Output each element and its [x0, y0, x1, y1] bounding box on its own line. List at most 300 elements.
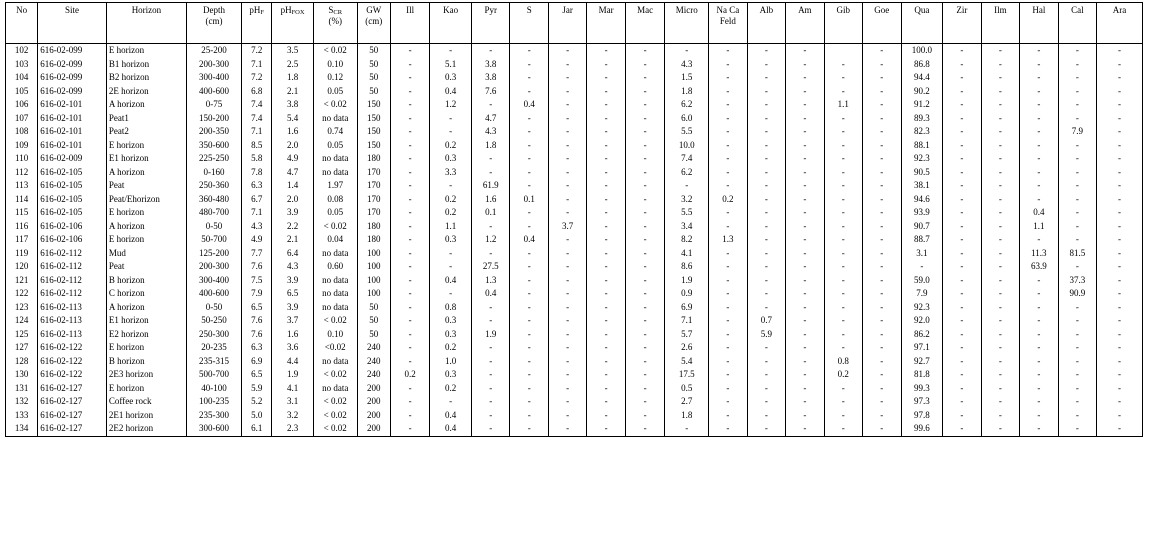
table-cell: 1.97 — [313, 179, 357, 193]
table-cell: < 0.02 — [313, 422, 357, 436]
table-cell: - — [981, 395, 1019, 409]
table-cell: 99.3 — [901, 382, 943, 396]
table-row — [6, 85, 1143, 99]
table-cell: - — [587, 112, 625, 126]
column-header — [587, 3, 625, 44]
table-cell: - — [943, 382, 981, 396]
table-cell: - — [587, 422, 625, 436]
table-row — [6, 341, 1143, 355]
table-cell: 92.3 — [901, 152, 943, 166]
table-cell: 400-600 — [186, 287, 241, 301]
table-cell: 7.7 — [242, 247, 272, 261]
table-cell: - — [709, 98, 747, 112]
table-cell: - — [786, 409, 824, 423]
column-header-label: Alb — [759, 5, 774, 15]
table-cell: - — [548, 58, 586, 72]
table-cell: - — [863, 287, 901, 301]
table-cell: - — [824, 395, 862, 409]
table-cell: 97.8 — [901, 409, 943, 423]
table-cell: 2.2 — [272, 220, 314, 234]
table-cell: 106 — [6, 98, 38, 112]
table-cell: 4.1 — [665, 247, 709, 261]
table-cell: - — [430, 125, 472, 139]
table-cell: no data — [313, 301, 357, 315]
table-cell: 7.9 — [901, 287, 943, 301]
table-cell: - — [1097, 422, 1143, 436]
table-row — [6, 58, 1143, 72]
table-cell: - — [510, 179, 548, 193]
column-header — [625, 3, 665, 44]
table-cell: - — [943, 206, 981, 220]
table-cell: - — [471, 422, 509, 436]
table-cell: - — [1058, 395, 1096, 409]
table-cell: - — [430, 44, 472, 58]
table-cell: - — [747, 58, 785, 72]
table-cell: Peat1 — [106, 112, 186, 126]
table-cell: - — [625, 301, 665, 315]
table-row — [6, 125, 1143, 139]
table-cell: - — [625, 382, 665, 396]
table-cell: 4.9 — [242, 233, 272, 247]
table-cell: 616-02-101 — [38, 98, 107, 112]
table-cell: C horizon — [106, 287, 186, 301]
table-row — [6, 247, 1143, 261]
column-header — [943, 3, 981, 44]
table-cell: E horizon — [106, 341, 186, 355]
table-cell: 616-02-113 — [38, 314, 107, 328]
table-cell: - — [786, 206, 824, 220]
table-cell: - — [824, 328, 862, 342]
column-header — [510, 3, 548, 44]
table-cell: 17.5 — [665, 368, 709, 382]
table-cell: 2.0 — [272, 139, 314, 153]
table-cell: - — [747, 395, 785, 409]
table-cell: - — [587, 166, 625, 180]
table-cell: E1 horizon — [106, 152, 186, 166]
table-cell: 0.4 — [430, 409, 472, 423]
column-header-label: Micro — [675, 5, 698, 15]
table-cell: 616-02-122 — [38, 368, 107, 382]
document-page — [5, 2, 1143, 437]
table-cell: - — [786, 44, 824, 58]
column-header — [313, 3, 357, 44]
table-cell: - — [863, 44, 901, 58]
table-cell: - — [824, 409, 862, 423]
table-cell: - — [1020, 85, 1058, 99]
table-cell: E horizon — [106, 233, 186, 247]
table-cell: 616-02-009 — [38, 152, 107, 166]
table-row — [6, 409, 1143, 423]
table-cell: - — [625, 314, 665, 328]
table-cell: 108 — [6, 125, 38, 139]
table-cell: - — [390, 395, 430, 409]
table-row — [6, 152, 1143, 166]
table-cell: - — [1097, 382, 1143, 396]
table-cell: 6.1 — [242, 422, 272, 436]
table-cell: - — [1058, 44, 1096, 58]
table-cell: 7.6 — [242, 328, 272, 342]
table-cell: 0.2 — [430, 341, 472, 355]
table-cell: - — [981, 328, 1019, 342]
table-cell: - — [943, 112, 981, 126]
table-cell: no data — [313, 382, 357, 396]
column-header — [747, 3, 785, 44]
table-cell: - — [587, 206, 625, 220]
column-header-label: Am — [798, 5, 812, 15]
table-cell: - — [510, 206, 548, 220]
table-cell: 616-02-099 — [38, 71, 107, 85]
table-cell: - — [709, 125, 747, 139]
table-cell: 50-250 — [186, 314, 241, 328]
table-cell: - — [510, 409, 548, 423]
column-header-label: S — [328, 5, 334, 15]
table-cell: 6.2 — [665, 166, 709, 180]
table-cell: 616-02-105 — [38, 193, 107, 207]
table-cell: - — [625, 395, 665, 409]
table-cell: - — [548, 233, 586, 247]
table-row — [6, 193, 1143, 207]
table-cell: 7.1 — [242, 125, 272, 139]
table-cell: - — [625, 355, 665, 369]
table-cell: 616-02-127 — [38, 395, 107, 409]
table-row — [6, 206, 1143, 220]
table-cell: - — [786, 341, 824, 355]
table-cell: - — [510, 112, 548, 126]
table-cell: 7.1 — [242, 58, 272, 72]
table-cell: 61.9 — [471, 179, 509, 193]
table-cell: 150-200 — [186, 112, 241, 126]
table-cell: - — [709, 328, 747, 342]
table-cell: 7.4 — [242, 98, 272, 112]
table-cell: 25-200 — [186, 44, 241, 58]
table-cell: - — [1020, 314, 1058, 328]
table-cell: - — [863, 422, 901, 436]
table-cell: - — [863, 301, 901, 315]
table-cell: 1.5 — [665, 71, 709, 85]
table-cell: - — [1020, 139, 1058, 153]
table-cell: 2E3 horizon — [106, 368, 186, 382]
table-cell: - — [625, 422, 665, 436]
table-cell: - — [625, 260, 665, 274]
table-cell: - — [587, 139, 625, 153]
table-cell: 1.0 — [430, 355, 472, 369]
table-cell: - — [981, 98, 1019, 112]
table-cell: - — [390, 301, 430, 315]
table-cell: - — [824, 301, 862, 315]
table-cell: 6.5 — [272, 287, 314, 301]
table-cell: 0.1 — [471, 206, 509, 220]
table-cell: 90.2 — [901, 85, 943, 99]
table-cell: 4.3 — [272, 260, 314, 274]
table-cell: - — [1058, 85, 1096, 99]
table-cell: - — [1058, 206, 1096, 220]
table-cell: - — [824, 206, 862, 220]
table-cell: - — [587, 355, 625, 369]
table-cell: - — [824, 422, 862, 436]
table-cell: - — [747, 220, 785, 234]
table-cell: 180 — [357, 152, 390, 166]
table-cell: 50 — [357, 314, 390, 328]
table-cell: - — [943, 301, 981, 315]
table-cell: - — [943, 314, 981, 328]
table-cell: 90.7 — [901, 220, 943, 234]
table-cell: 7.9 — [1058, 125, 1096, 139]
table-cell: - — [981, 206, 1019, 220]
table-cell: no data — [313, 274, 357, 288]
table-cell: - — [981, 193, 1019, 207]
table-cell: - — [786, 274, 824, 288]
table-cell: - — [786, 125, 824, 139]
table-cell: 6.3 — [242, 341, 272, 355]
table-cell: 40-100 — [186, 382, 241, 396]
table-cell: - — [1097, 260, 1143, 274]
table-cell: E horizon — [106, 139, 186, 153]
table-cell: 100-235 — [186, 395, 241, 409]
table-cell: 240 — [357, 341, 390, 355]
table-cell: E horizon — [106, 382, 186, 396]
table-cell: 616-02-106 — [38, 220, 107, 234]
table-cell: 200 — [357, 382, 390, 396]
table-cell: - — [390, 287, 430, 301]
table-cell: 1.4 — [272, 179, 314, 193]
table-cell: - — [786, 193, 824, 207]
column-header — [186, 3, 241, 44]
table-cell: - — [863, 179, 901, 193]
table-cell: 5.0 — [242, 409, 272, 423]
table-row — [6, 98, 1143, 112]
table-cell: 102 — [6, 44, 38, 58]
table-cell: - — [747, 152, 785, 166]
table-cell: - — [1058, 71, 1096, 85]
table-cell: - — [981, 382, 1019, 396]
table-cell: - — [1097, 112, 1143, 126]
table-cell: - — [390, 409, 430, 423]
table-cell: 0.10 — [313, 58, 357, 72]
table-cell: 1.1 — [1020, 220, 1058, 234]
table-cell: 0.3 — [430, 71, 472, 85]
table-cell: 616-02-099 — [38, 58, 107, 72]
table-cell: 1.1 — [430, 220, 472, 234]
table-cell: - — [1097, 247, 1143, 261]
table-cell: 616-02-101 — [38, 139, 107, 153]
table-cell: - — [981, 125, 1019, 139]
table-cell: - — [390, 206, 430, 220]
table-cell: - — [1058, 152, 1096, 166]
table-cell: - — [709, 58, 747, 72]
table-cell: - — [747, 260, 785, 274]
table-cell: - — [863, 233, 901, 247]
table-cell: - — [824, 341, 862, 355]
table-cell: - — [981, 274, 1019, 288]
table-cell: 0.05 — [313, 85, 357, 99]
table-cell: - — [548, 422, 586, 436]
table-cell: - — [709, 368, 747, 382]
table-cell: 0.2 — [824, 368, 862, 382]
table-cell: 500-700 — [186, 368, 241, 382]
table-cell: 150 — [357, 112, 390, 126]
table-cell: - — [1097, 166, 1143, 180]
table-cell: - — [1020, 58, 1058, 72]
column-header-label: Gib — [836, 5, 851, 15]
table-cell: - — [863, 368, 901, 382]
table-cell: 480-700 — [186, 206, 241, 220]
table-cell: - — [1097, 328, 1143, 342]
table-cell: - — [1097, 314, 1143, 328]
table-cell: - — [510, 355, 548, 369]
table-cell: Peat — [106, 260, 186, 274]
table-cell: - — [747, 341, 785, 355]
table-cell: - — [1058, 58, 1096, 72]
table-cell: - — [548, 368, 586, 382]
table-cell: 616-02-105 — [38, 179, 107, 193]
table-cell: - — [471, 301, 509, 315]
table-cell: - — [1020, 355, 1058, 369]
column-header-label: No — [16, 5, 28, 15]
table-cell: - — [390, 166, 430, 180]
table-cell: - — [587, 274, 625, 288]
table-row — [6, 301, 1143, 315]
table-cell: - — [709, 152, 747, 166]
table-cell: - — [863, 355, 901, 369]
table-cell: 0.10 — [313, 328, 357, 342]
table-cell: - — [709, 355, 747, 369]
table-cell: - — [786, 98, 824, 112]
table-cell: - — [510, 395, 548, 409]
table-cell: - — [863, 98, 901, 112]
column-header-subscript: F — [260, 9, 264, 16]
table-cell: 616-02-127 — [38, 409, 107, 423]
column-header-label: Ilm — [994, 5, 1007, 15]
table-cell: 117 — [6, 233, 38, 247]
table-cell: 0.3 — [430, 368, 472, 382]
table-cell: - — [1020, 152, 1058, 166]
table-cell: - — [1058, 368, 1096, 382]
table-cell: 616-02-112 — [38, 287, 107, 301]
table-cell: - — [863, 382, 901, 396]
table-cell: 88.7 — [901, 233, 943, 247]
table-cell: - — [1058, 220, 1096, 234]
column-header — [38, 3, 107, 44]
table-cell: 88.1 — [901, 139, 943, 153]
table-cell: - — [548, 274, 586, 288]
table-cell: <0.02 — [313, 341, 357, 355]
table-cell: 7.6 — [242, 260, 272, 274]
table-cell: 128 — [6, 355, 38, 369]
table-cell: - — [747, 193, 785, 207]
table-cell: - — [390, 44, 430, 58]
table-cell: 170 — [357, 166, 390, 180]
table-cell: - — [786, 314, 824, 328]
table-cell: - — [625, 152, 665, 166]
table-cell: 4.7 — [272, 166, 314, 180]
table-cell: 7.8 — [242, 166, 272, 180]
table-cell: 132 — [6, 395, 38, 409]
table-cell: - — [587, 193, 625, 207]
table-header — [6, 3, 1143, 44]
table-cell: - — [587, 58, 625, 72]
table-cell: - — [587, 98, 625, 112]
table-cell: no data — [313, 287, 357, 301]
table-cell: < 0.02 — [313, 314, 357, 328]
table-cell: 104 — [6, 71, 38, 85]
table-cell: - — [471, 44, 509, 58]
table-cell: 109 — [6, 139, 38, 153]
column-header — [665, 3, 709, 44]
table-cell: - — [471, 355, 509, 369]
table-cell: - — [625, 85, 665, 99]
table-cell: 350-600 — [186, 139, 241, 153]
table-cell: - — [709, 85, 747, 99]
table-cell: - — [471, 247, 509, 261]
table-cell: - — [981, 179, 1019, 193]
table-cell: 6.4 — [272, 247, 314, 261]
table-cell: 5.1 — [430, 58, 472, 72]
table-cell: - — [863, 314, 901, 328]
column-header — [824, 3, 862, 44]
table-cell: 5.8 — [242, 152, 272, 166]
table-cell: - — [1020, 409, 1058, 423]
table-cell: 7.6 — [242, 314, 272, 328]
table-cell: - — [824, 139, 862, 153]
table-cell: 1.8 — [665, 409, 709, 423]
table-cell: 3.8 — [272, 98, 314, 112]
table-cell: - — [471, 220, 509, 234]
column-header — [548, 3, 586, 44]
table-cell: 119 — [6, 247, 38, 261]
table-cell: 200 — [357, 409, 390, 423]
table-row — [6, 139, 1143, 153]
table-cell: - — [510, 314, 548, 328]
table-cell: 300-400 — [186, 274, 241, 288]
table-cell: - — [981, 409, 1019, 423]
table-cell: - — [471, 395, 509, 409]
table-cell: - — [471, 409, 509, 423]
table-cell: 240 — [357, 355, 390, 369]
table-cell: no data — [313, 112, 357, 126]
table-cell: 225-250 — [186, 152, 241, 166]
table-cell: 0.4 — [430, 85, 472, 99]
table-cell: - — [981, 422, 1019, 436]
column-header — [471, 3, 509, 44]
table-cell: - — [709, 44, 747, 58]
table-cell: - — [625, 341, 665, 355]
table-cell: 0-160 — [186, 166, 241, 180]
table-cell: - — [786, 422, 824, 436]
table-cell: - — [587, 287, 625, 301]
column-header-subscript: CR — [333, 9, 343, 16]
table-cell: - — [981, 85, 1019, 99]
table-row — [6, 328, 1143, 342]
table-cell: 0.3 — [430, 152, 472, 166]
table-cell: 103 — [6, 58, 38, 72]
table-cell: 2.0 — [272, 193, 314, 207]
table-cell: < 0.02 — [313, 98, 357, 112]
table-cell: - — [510, 260, 548, 274]
table-cell: - — [824, 71, 862, 85]
table-cell: - — [824, 233, 862, 247]
table-cell: 6.5 — [242, 368, 272, 382]
table-cell: 1.3 — [709, 233, 747, 247]
table-cell: 86.8 — [901, 58, 943, 72]
table-cell: - — [1020, 422, 1058, 436]
table-cell: - — [786, 368, 824, 382]
table-cell: - — [709, 409, 747, 423]
table-cell: 94.4 — [901, 71, 943, 85]
table-cell: 0.60 — [313, 260, 357, 274]
table-cell: 0.4 — [471, 287, 509, 301]
table-cell: - — [587, 341, 625, 355]
column-header — [786, 3, 824, 44]
